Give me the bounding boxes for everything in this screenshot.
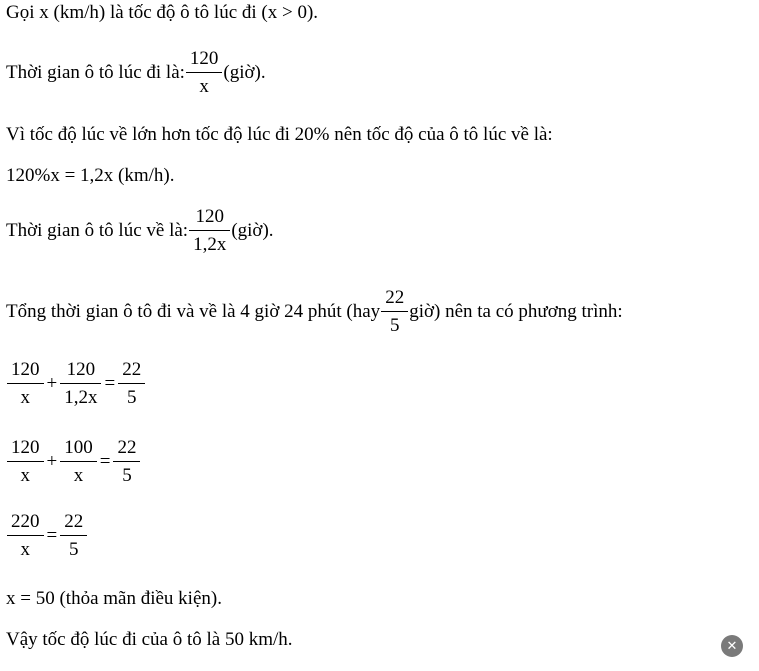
speed-value-text: 120%x = 1,2x (km/h).	[6, 165, 175, 186]
fraction-denominator: x	[7, 461, 44, 487]
conclusion-text: Vậy tốc độ lúc đi của ô tô là 50 km/h.	[6, 629, 293, 650]
fraction	[115, 437, 138, 487]
fraction	[62, 437, 95, 487]
fraction-numerator: 120	[66, 359, 96, 380]
line-time-going	[6, 48, 266, 98]
fraction-total-time	[383, 287, 406, 337]
line-assumption	[6, 2, 318, 24]
fraction	[120, 359, 143, 409]
total-time-label: Tổng thời gian ô tô đi và về là 4 giờ 24 phút (hay	[6, 301, 381, 322]
line-time-return	[6, 206, 274, 256]
fraction-denominator: x	[186, 72, 223, 98]
equation-1	[6, 359, 146, 409]
equation-2	[6, 437, 141, 487]
fraction-numerator: 120	[195, 206, 224, 227]
assumption-text: Gọi x (km/h) là tốc độ ô tô lúc đi (x > 0).	[6, 2, 319, 23]
fraction-denominator: 1,2x	[189, 230, 230, 256]
equation-3	[6, 511, 88, 561]
fraction-denominator: 5	[113, 461, 140, 487]
equals-sign: =	[99, 451, 111, 472]
line-conclusion	[6, 629, 293, 651]
fraction-numerator: 22	[385, 287, 405, 308]
fraction-denominator: 5	[60, 535, 87, 561]
time-going-label: Thời gian ô tô lúc đi là:	[6, 62, 185, 83]
fraction-numerator: 220	[11, 511, 40, 532]
equals-sign: =	[46, 525, 58, 546]
fraction-denominator: 5	[118, 383, 145, 409]
line-speed-return	[6, 124, 553, 146]
fraction-denominator: 1,2x	[60, 383, 101, 409]
fraction	[9, 511, 42, 561]
fraction-numerator: 120	[11, 437, 40, 458]
plus-sign: +	[46, 373, 58, 394]
total-time-suffix: giờ) nên ta có phương trình:	[409, 301, 623, 322]
unit-hours: (giờ).	[231, 220, 274, 241]
line-solution	[6, 588, 222, 610]
close-icon[interactable]: ✕	[721, 635, 743, 657]
equals-sign: =	[104, 373, 116, 394]
fraction-denominator: x	[7, 383, 44, 409]
fraction	[9, 437, 42, 487]
fraction-numerator: 120	[189, 48, 219, 69]
fraction-time-return	[191, 206, 228, 256]
fraction-numerator: 120	[11, 359, 40, 380]
fraction-numerator: 22	[122, 359, 142, 380]
line-total-time	[6, 287, 623, 337]
fraction-denominator: x	[60, 461, 97, 487]
fraction-numerator: 22	[64, 511, 84, 532]
fraction	[62, 511, 85, 561]
fraction	[62, 359, 99, 409]
solution-text: x = 50 (thỏa mãn điều kiện).	[6, 588, 222, 609]
line-speed-value	[6, 165, 175, 187]
fraction-numerator: 100	[64, 437, 93, 458]
fraction-denominator: 5	[381, 311, 408, 337]
fraction-time-going	[188, 48, 221, 98]
time-return-label: Thời gian ô tô lúc về là:	[6, 220, 189, 241]
fraction-denominator: x	[7, 535, 44, 561]
speed-return-text: Vì tốc độ lúc về lớn hơn tốc độ lúc đi 20% nên tốc độ của ô tô lúc về là:	[6, 124, 553, 145]
fraction-numerator: 22	[117, 437, 137, 458]
unit-hours: (giờ).	[223, 62, 266, 83]
plus-sign: +	[46, 451, 58, 472]
fraction	[9, 359, 42, 409]
